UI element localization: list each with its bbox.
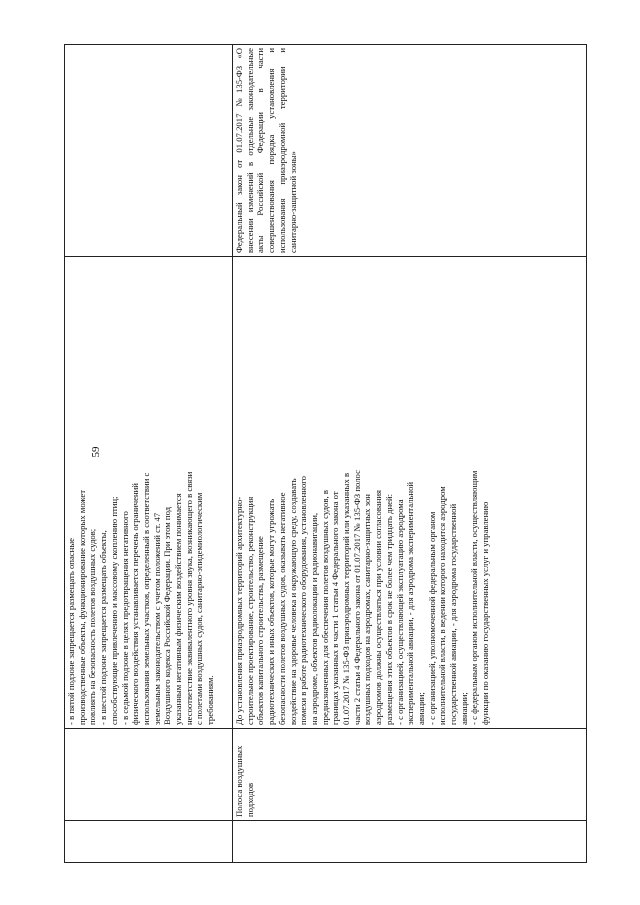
text-line: радиотехнических и иных объектов, которые могут угрожать [266,498,277,725]
regulation-table-frame [64,45,586,863]
text-line: - в седьмой подзоне в целях предотвращения негативного [119,511,130,725]
text-line: несоответствие эквивалентного уровня звука, возникающего в связи [183,471,194,725]
text-line: с полетами воздушных судов, санитарно-эпидемиологическим [194,492,205,725]
text-line: безопасности полетов воздушных судов, оказывать негативное [276,492,287,725]
restrictions-cell [233,257,587,729]
rotated-table-container [64,45,586,863]
text-line: границах указанных в части 1 статьи 4 Федерального закона от [330,491,341,725]
table-row [233,45,587,863]
page-number: 59 [90,446,102,458]
table-row [65,45,233,863]
text-line: Воздушного кодекса Российской Федерации. При этом под [162,506,173,725]
regulation-table [64,44,587,863]
row-number-cell [65,821,233,863]
text-line: воздействие на здоровье человека и окружающую среду, создавать [287,478,298,725]
text-line: физического воздействия устанавливается перечень ограничений [130,483,141,725]
text-line: - в пятой подзоне запрещается размещать опасные [66,537,76,725]
text-line: части 2 статьи 4 Федерального закона от 01.07.2017 № 135-ФЗ полос [351,470,362,725]
text-line: земельным законодательством с учетом положений ст. 47 [151,512,162,725]
text-line: предназначенных для обеспечения полетов воздушных судов, в [319,490,330,725]
text-line: аэродромов должны осуществляться при условии согласования [373,490,384,725]
text-line: авиации; [415,692,426,725]
text-line: До установления приаэродромных территорий архитектурно- [234,496,244,725]
text-line: авиации; [458,692,469,725]
text-line: функции по оказанию государственных услуг и управлению [480,501,491,725]
text-line: помехи в работе радиотехнического оборудования, установленного [298,476,309,725]
text-line: указанным негативным физическим воздействием понимается [173,493,184,725]
text-line: 01.07.2017 № 135-ФЗ приаэродромных территорий или указанных в [341,472,352,725]
zone-name-cell: Полоса воздушных подходов [233,729,587,821]
text-line: воздушных подходов на аэродромах, санитарно-защитных зон [362,494,373,725]
row-number-cell [233,821,587,863]
text-line: повлиять на безопасность полетов воздушных судов; [87,528,98,725]
text-line: - с организацией, уполномоченной федеральным органом [426,511,437,725]
text-line: государственной авиации, - для аэродрома государственной [448,503,459,725]
text-line: требованиям. [205,675,216,725]
text-line: на аэродроме, объектов радиолокации и радионавигации, [308,512,319,725]
text-line: - с организацией, осуществляющей эксплуатацию аэродрома [394,499,405,725]
text-line: размещения этих объектов в срок не более чем тридцать дней: [383,493,394,725]
text-line: использования земельных участков, определенный в соответствии с [140,472,151,725]
text-line: исполнительной власти, в ведении которого находится аэродром [437,486,448,725]
text-line: строительное проектирование, строительство, реконструкция [244,496,255,725]
text-line: объектов капитального строительства, размещение [255,536,266,725]
zone-name-cell [65,729,233,821]
text-line: - в шестой подзоне запрещается размещать объекты, [98,530,109,725]
text-line: экспериментальной авиации, - для аэродрома экспериментальной [405,481,416,725]
text-line: - с федеральным органом исполнительной власти, осуществляющим [469,470,480,725]
legal-basis-cell: Федеральный закон от 01.07.2017 №135-ФЗ «О внесении изменений в отдельные законодательные акты Российской Федерации в части совершенствования порядка установления и использования приаэродромной территории и санитарно-защитной зоны» [233,45,587,257]
text-line: способствующие привлечению и массовому скоплению птиц; [108,496,119,725]
text-line: производственные объекты, функционирование которых может [76,490,87,725]
restrictions-cell [65,257,233,729]
legal-basis-cell [65,45,233,257]
